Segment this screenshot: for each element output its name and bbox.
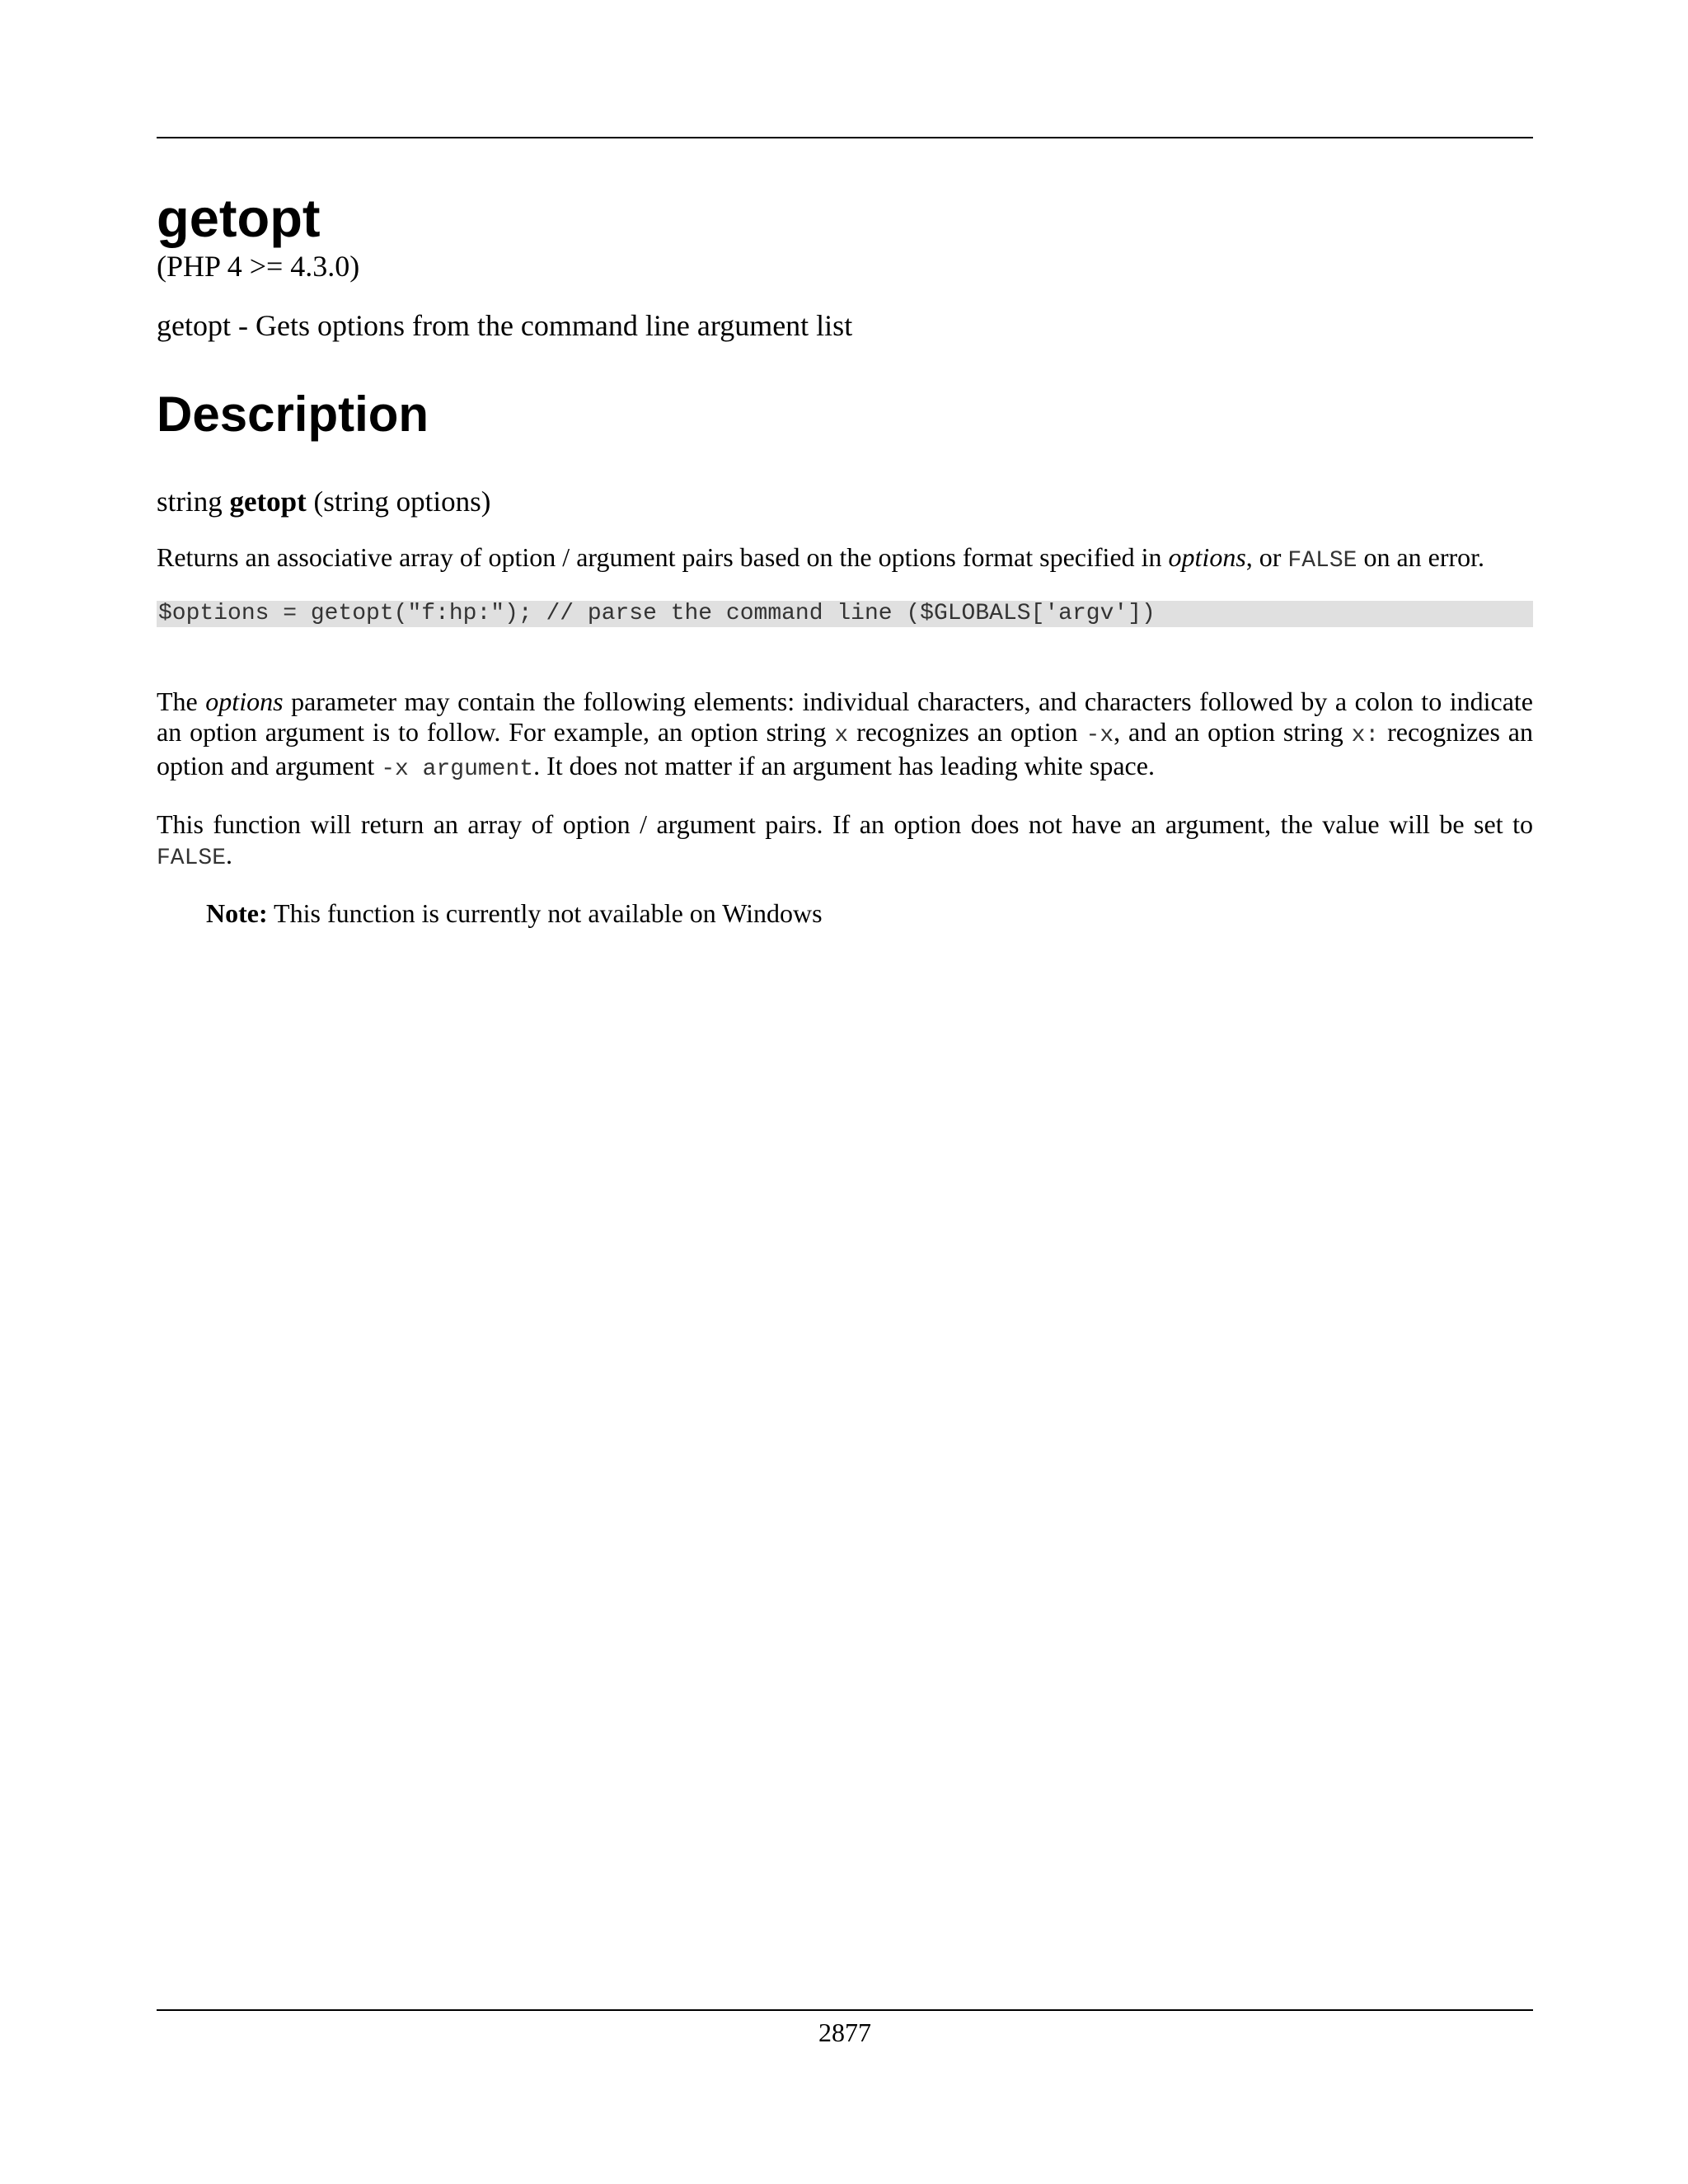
synopsis-function-name: getopt: [229, 485, 307, 518]
page-number: 2877: [818, 2018, 871, 2047]
function-title: getopt: [157, 188, 321, 248]
note-text: This function is currently not available on Windows: [267, 898, 823, 928]
return-value-paragraph: [157, 809, 1533, 874]
code-dash-x: -x: [1085, 723, 1114, 748]
code-x: x: [834, 723, 849, 748]
text-span: parameter may contain the following elements: individual characters, and characters followed by a colon to indicate an option argument is to follow. For example, an option string: [157, 687, 1534, 747]
ref-purpose: getopt - Gets options from the command line argument list: [157, 309, 853, 342]
text-span: This function will return an array of option / argument pairs. If an option does not have an argument, the value will be set to: [157, 809, 1533, 839]
description-heading: Description: [157, 387, 429, 442]
synopsis-return-type: string: [157, 485, 223, 518]
text-span: on an error.: [1357, 542, 1485, 572]
footer-rule: [157, 2009, 1533, 2011]
header-rule: [157, 137, 1533, 138]
text-span: recognizes an option and argument: [157, 717, 1534, 780]
text-span: Returns an associative array of option / argument pairs based on the options format specified in: [157, 542, 1169, 572]
version-info: (PHP 4 >= 4.3.0): [157, 250, 360, 283]
function-synopsis: [157, 485, 1533, 519]
code-x-colon: x:: [1351, 723, 1380, 748]
text-span: The: [157, 687, 206, 716]
page-content: [157, 188, 1533, 929]
text-span: , and an option string: [1114, 717, 1352, 747]
code-example: $options = getopt("f:hp:"); // parse the command line ($GLOBALS['argv']): [157, 601, 1533, 627]
note-block: [206, 898, 1533, 929]
code-dash-x-argument: -x argument: [381, 757, 534, 782]
text-span: recognizes an option: [848, 717, 1086, 747]
text-span: .: [226, 840, 233, 869]
false-constant: FALSE: [157, 846, 227, 871]
options-param-em: options: [1168, 542, 1246, 572]
text-span: . It does not matter if an argument has leading white space.: [533, 751, 1155, 780]
false-constant: FALSE: [1287, 548, 1357, 574]
options-param-em: options: [205, 687, 284, 716]
text-span: , or: [1245, 542, 1288, 572]
note-label: Note:: [206, 898, 268, 928]
returns-paragraph: [157, 542, 1533, 576]
options-paragraph: [157, 687, 1533, 785]
synopsis-params: (string options): [313, 485, 491, 518]
